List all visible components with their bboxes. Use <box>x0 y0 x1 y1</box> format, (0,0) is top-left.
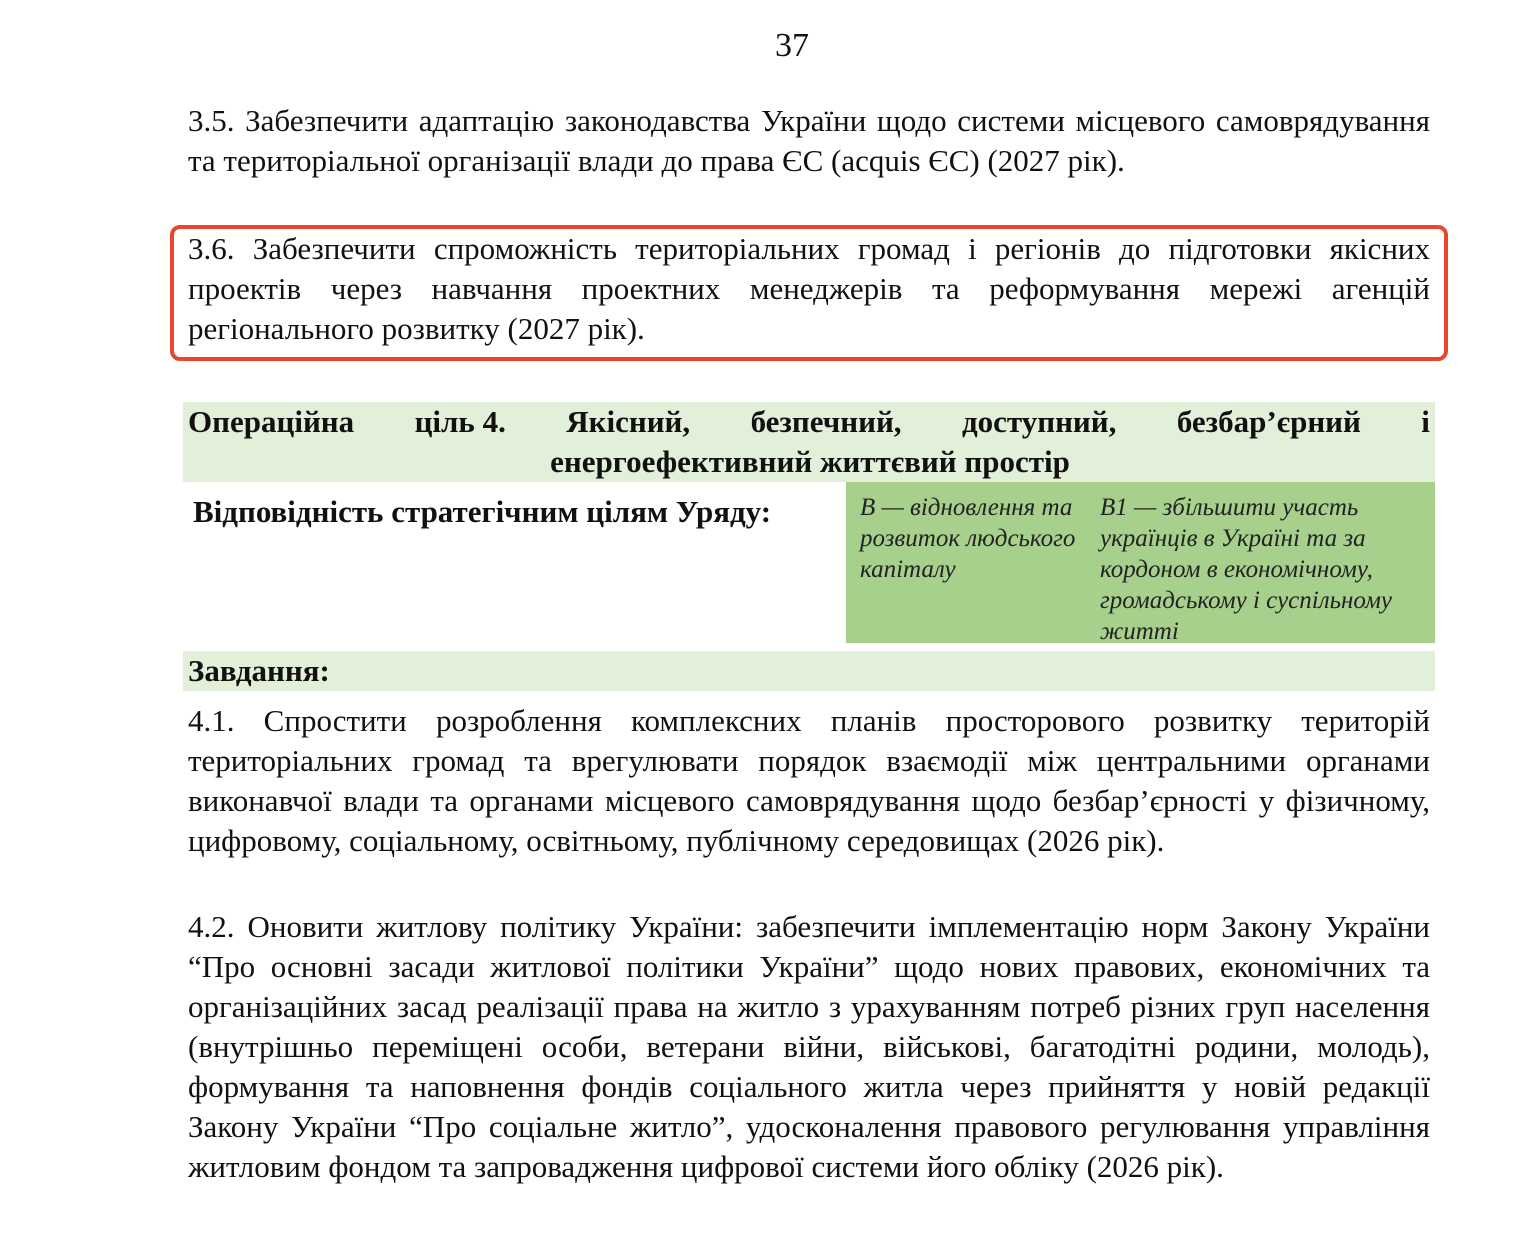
goal-word: безпечний, <box>750 404 902 439</box>
goal-word: Якісний, <box>566 404 691 439</box>
goal-word: доступний, <box>961 404 1117 439</box>
operational-goal-4-title <box>188 402 1430 482</box>
goal-word: безбар’єрний <box>1176 404 1361 439</box>
task-3-5: 3.5. Забезпечити адаптацію законодавства України щодо системи місцевого самоврядування та територіальної організації влади до права ЄС (acquis ЄС) (2027 рік). <box>188 103 1430 178</box>
goal-word: і <box>1421 404 1430 439</box>
tasks-heading: Завдання: <box>188 653 330 688</box>
goal-title-line-2: енергоефективний життєвий простір <box>550 444 1070 479</box>
government-goal-b1: В1 — збільшити участь українців в Україні та за кордоном в економічному, громадському і суспільному житті <box>1100 494 1393 645</box>
goal-word: Операційна <box>188 404 355 439</box>
government-goal-b: В — відновлення та розвиток людського капіталу <box>860 494 1076 583</box>
tasks-heading-background <box>183 651 1435 691</box>
government-goals-alignment-label: Відповідність стратегічним цілям Уряду: <box>193 494 772 529</box>
page-number: 37 <box>775 27 809 64</box>
task-4-1: 4.1. Спростити розроблення комплексних планів просторового розвитку територій територіальних громад та врегулювати порядок взаємодії між центральними органами виконавчої влади та органами місцевого самоврядування щодо безбар’єрності у фізичному, цифровому, соціальному, освітньому, публічному середовищах (2026 рік). <box>188 703 1430 858</box>
task-3-6: 3.6. Забезпечити спроможність територіальних громад і регіонів до підготовки якісних проектів через навчання проектних менеджерів та реформування мережі агенцій регіонального розвитку (2027 рік). <box>188 231 1430 346</box>
goal-word: ціль 4. <box>414 404 506 439</box>
goal-title-line-1 <box>188 402 1430 442</box>
government-goals-cells <box>846 482 1435 643</box>
task-4-2: 4.2. Оновити житлову політику України: забезпечити імплементацію норм Закону України “Про основні засади житлової політики України” щодо нових правових, економічних та організаційних засад реалізації права на житло з урахуванням потреб різних груп населення (внутрішньо переміщені особи, ветерани війни, військові, багатодітні родини, молодь), формування та наповнення фондів соціального житла через прийняття у новій редакції Закону України “Про соціальне житло”, удосконалення правового регулювання управління житловим фондом та запровадження цифрової системи його обліку (2026 рік). <box>188 909 1430 1184</box>
